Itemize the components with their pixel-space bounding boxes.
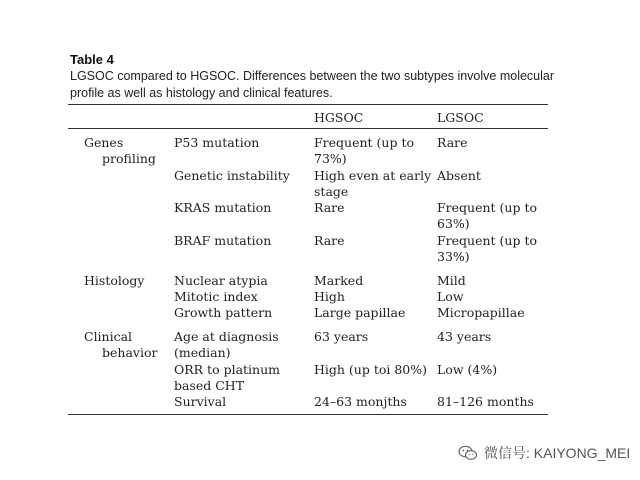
lgsoc-nuclear-atypia: Mild	[437, 273, 466, 288]
lgsoc-orr-platinum: Low (4%)	[437, 362, 498, 377]
hgsoc-age-at-diagnosis: 63 years	[314, 329, 369, 344]
feature-growth-pattern: Growth pattern	[174, 305, 273, 320]
wechat-icon	[458, 445, 478, 461]
table-caption: LGSOC compared to HGSOC. Differences between the two subtypes involve molecular profile as well as histology and clinical features.	[70, 69, 555, 100]
header-hgsoc: HGSOC	[314, 110, 364, 125]
lgsoc-p53: Rare	[437, 135, 468, 150]
lgsoc-growth-pattern: Micropapillae	[437, 305, 525, 320]
feature-p53: P53 mutation	[174, 135, 260, 150]
table-top-rule	[68, 104, 548, 105]
hgsoc-kras: Rare	[314, 200, 345, 215]
feature-nuclear-atypia: Nuclear atypia	[174, 273, 268, 288]
wechat-watermark	[458, 443, 630, 463]
feature-kras: KRAS mutation	[174, 200, 272, 215]
hgsoc-braf: Rare	[314, 233, 345, 248]
feature-braf: BRAF mutation	[174, 233, 272, 248]
lgsoc-kras: Frequent (up to 63%)	[437, 200, 537, 231]
lgsoc-mitotic-index: Low	[437, 289, 464, 304]
lgsoc-age-at-diagnosis: 43 years	[437, 329, 492, 344]
hgsoc-growth-pattern: Large papillae	[314, 305, 406, 320]
hgsoc-orr-platinum: High (up toi 80%)	[314, 362, 428, 377]
table-bottom-rule	[68, 414, 548, 415]
feature-genetic-instability: Genetic instability	[174, 168, 290, 183]
lgsoc-genetic-instability: Absent	[437, 168, 481, 183]
category-genes-profiling: Genes profiling	[84, 135, 156, 166]
feature-mitotic-index: Mitotic index	[174, 289, 258, 304]
hgsoc-genetic-instability: High even at early stage	[314, 168, 432, 199]
feature-age-at-diagnosis: Age at diagnosis (median)	[174, 329, 279, 360]
table-title: Table 4	[70, 52, 114, 67]
category-clinical-behavior: Clinical behavior	[84, 329, 158, 360]
hgsoc-p53: Frequent (up to 73%)	[314, 135, 414, 166]
table-header-rule	[68, 128, 548, 129]
lgsoc-survival: 81–126 months	[437, 394, 534, 409]
feature-orr-platinum: ORR to platinum based CHT	[174, 362, 280, 393]
feature-survival: Survival	[174, 394, 227, 409]
hgsoc-nuclear-atypia: Marked	[314, 273, 364, 288]
hgsoc-mitotic-index: High	[314, 289, 345, 304]
category-histology: Histology	[84, 273, 145, 288]
lgsoc-braf: Frequent (up to 33%)	[437, 233, 537, 264]
watermark-text: 微信号: KAIYONG_MEI	[484, 445, 631, 461]
header-lgsoc: LGSOC	[437, 110, 484, 125]
hgsoc-survival: 24–63 monjths	[314, 394, 407, 409]
